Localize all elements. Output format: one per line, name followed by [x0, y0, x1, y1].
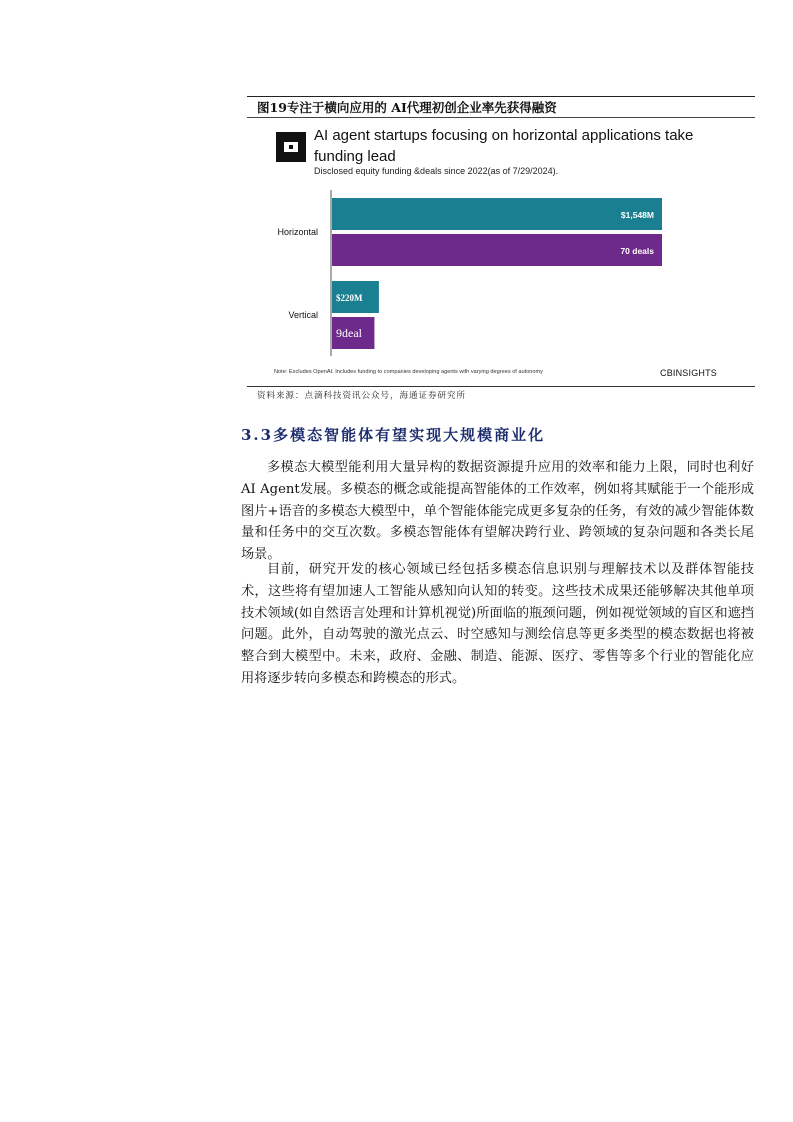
bar-chart	[247, 118, 755, 386]
chart-subtitle: Disclosed equity funding &deals since 2022(as of 7/29/2024).	[314, 166, 559, 176]
chart-brand: CBINSIGHTS	[660, 368, 718, 378]
category-label: Horizontal	[277, 227, 318, 237]
body-paragraph-2: 目前，研究开发的核心领域已经包括多模态信息识别与理解技术以及群体智能技术，这些将有望加速人工智能从感知向认知的转变。这些技术成果还能够解决其他单项技术领域(如自然语言处理和计算机视觉)所面临的瓶颈问题，例如视觉领域的盲区和遮挡问题。此外，自动驾驶的激光点云、时空感知与测绘信息等更多类型的模态数据也将被整合到大模型中。未来，政府、金融、制造、能源、医疗、零售等多个行业的智能化应用将逐步转向多模态和跨模态的形式。	[241, 562, 754, 686]
category-label: Vertical	[288, 310, 318, 320]
figure-source: 资料来源：点滴科技资讯公众号，海通证券研究所	[247, 386, 755, 404]
deals-bar	[332, 234, 662, 266]
figure-chart	[247, 118, 755, 386]
funding-bar	[332, 198, 662, 230]
figure-caption: 图19专注于横向应用的 AI代理初创企业率先获得融资	[247, 96, 755, 118]
section-heading: 3.3多模态智能体有望实现大规模商业化	[241, 426, 546, 444]
chart-title: AI agent startups focusing on horizontal applications take funding lead	[314, 127, 694, 165]
chart-note: Note: Excludes OpenAI. Includes funding to companies developing agents with varying degrees of autonomy	[274, 369, 543, 375]
data-label: 70 deals	[620, 246, 654, 256]
data-label: $1,548M	[620, 210, 654, 220]
data-label: $220M	[336, 293, 363, 303]
data-label: 9deal	[336, 326, 362, 340]
body-paragraph-1: 多模态大模型能利用大量异构的数据资源提升应用的效率和能力上限，同时也利好AI Agent发展。多模态的概念或能提高智能体的工作效率，例如将其赋能于一个能形成图片+语音的多模态大模型中，单个智能体能完成更多复杂的任务，有效的减少智能体数量和任务中的交互次数。多模态智能体有望解决跨行业、跨领域的复杂问题和各类长尾场景。	[241, 460, 754, 563]
